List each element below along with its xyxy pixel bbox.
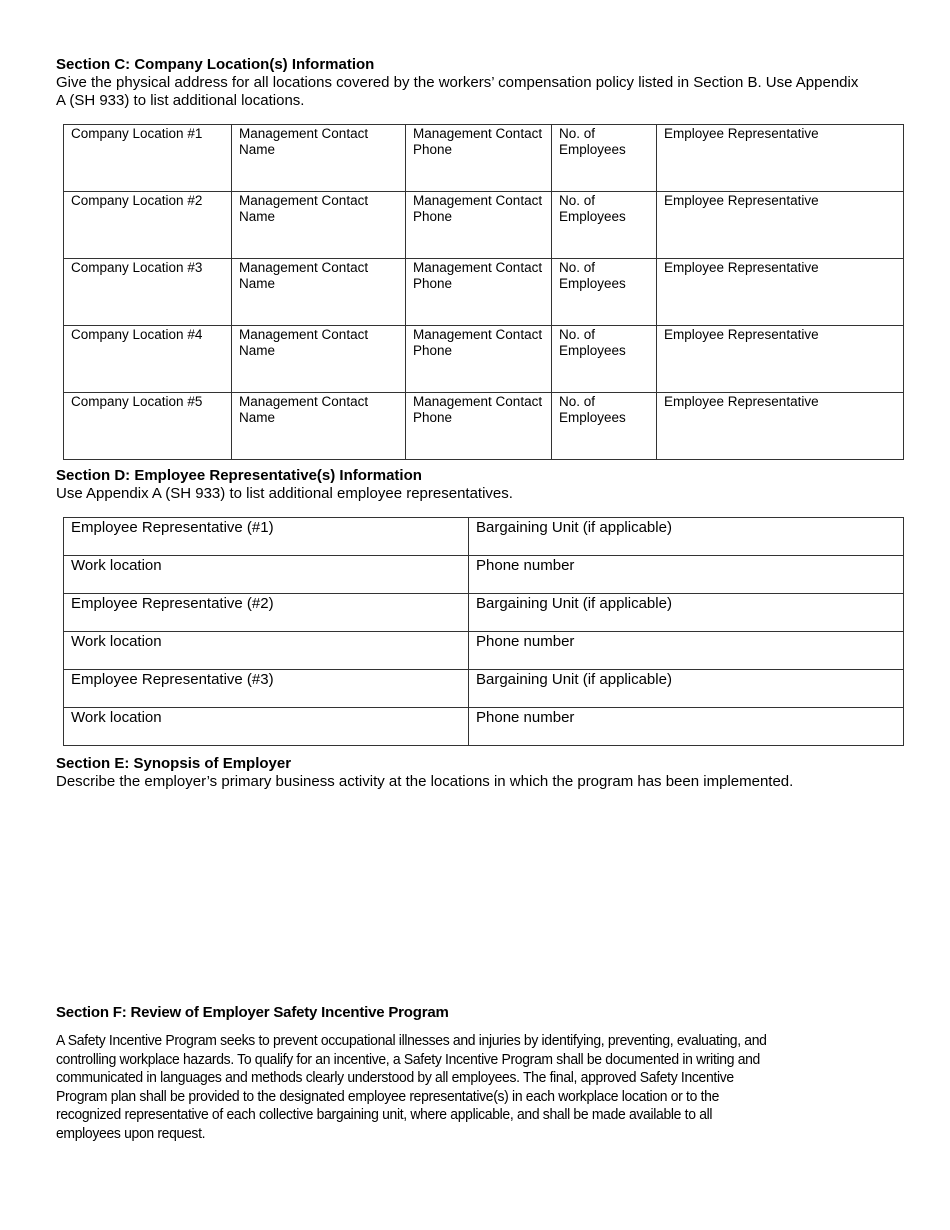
paragraph-line: Program plan shall be provided to the designated employee representative(s) in each workplace location or to the [56, 1087, 720, 1105]
form-field-cell[interactable] [657, 326, 904, 393]
form-field-cell[interactable] [232, 326, 406, 393]
form-field-cell[interactable] [552, 259, 657, 326]
section-f-heading: Section F: Review of Employer Safety Incentive Program [56, 1004, 449, 1021]
field-label: Employee Representative [664, 260, 819, 275]
field-label: Bargaining Unit (if applicable) [476, 519, 672, 536]
section-d-instructions: Use Appendix A (SH 933) to list additional employee representatives. [56, 485, 513, 502]
field-label: No. of Employees [559, 126, 626, 157]
form-field-cell[interactable] [469, 670, 904, 708]
field-label: Employee Representative (#1) [71, 519, 274, 536]
table-row [64, 594, 904, 632]
field-label: Management Contact Name [239, 193, 369, 224]
field-label: No. of Employees [559, 327, 626, 358]
section-e-instructions: Describe the employer’s primary business activity at the locations in which the program has been implemented. [56, 773, 794, 790]
field-label: Management Contact Phone [413, 126, 543, 157]
form-field-cell[interactable] [469, 708, 904, 746]
field-label: Phone number [476, 709, 575, 726]
form-field-cell[interactable] [406, 259, 552, 326]
table-row [64, 556, 904, 594]
field-label: Phone number [476, 557, 575, 574]
field-label: Company Location #1 [71, 126, 203, 141]
paragraph-line: communicated in languages and methods clearly understood by all employees. The final, approved Safety Incentive [56, 1069, 734, 1086]
table-row [64, 259, 904, 326]
field-label: Employee Representative [664, 126, 819, 141]
section-e-heading: Section E: Synopsis of Employer [56, 755, 292, 772]
form-field-cell[interactable] [232, 192, 406, 259]
field-label: Management Contact Name [239, 394, 369, 425]
field-label: Management Contact Phone [413, 260, 543, 291]
form-field-cell[interactable] [657, 393, 904, 460]
form-field-cell[interactable] [552, 192, 657, 259]
form-field-cell[interactable] [232, 393, 406, 460]
form-field-cell[interactable] [657, 259, 904, 326]
field-label: Management Contact Name [239, 126, 369, 157]
field-label: Bargaining Unit (if applicable) [476, 671, 672, 688]
paragraph-line: controlling workplace hazards. To qualify for an incentive, a Safety Incentive Program shall be documented in writing and [56, 1050, 760, 1068]
field-label: No. of Employees [559, 394, 626, 425]
section-c-instructions [56, 74, 906, 110]
table-row [64, 326, 904, 393]
form-field-cell[interactable] [232, 125, 406, 192]
field-label: Employee Representative [664, 193, 819, 208]
form-field-cell[interactable] [64, 518, 469, 556]
table-row [64, 670, 904, 708]
form-field-cell[interactable] [469, 594, 904, 632]
form-field-cell[interactable] [552, 393, 657, 460]
form-field-cell[interactable] [64, 125, 232, 192]
form-field-cell[interactable] [406, 393, 552, 460]
section-f-paragraph [56, 1032, 906, 1143]
form-field-cell[interactable] [406, 125, 552, 192]
form-field-cell[interactable] [64, 393, 232, 460]
paragraph-line: employees upon request. [56, 1124, 206, 1142]
field-label: Phone number [476, 633, 575, 650]
table-row [64, 632, 904, 670]
field-label: Company Location #2 [71, 193, 203, 208]
form-field-cell[interactable] [552, 125, 657, 192]
form-field-cell[interactable] [552, 326, 657, 393]
form-field-cell[interactable] [406, 326, 552, 393]
section-d-heading: Section D: Employee Representative(s) Information [56, 467, 422, 484]
form-field-cell[interactable] [64, 708, 469, 746]
employee-representatives-table [63, 517, 904, 746]
form-field-cell[interactable] [232, 259, 406, 326]
field-label: Work location [71, 633, 162, 650]
field-label: Work location [71, 557, 162, 574]
field-label: Employee Representative [664, 394, 819, 409]
form-field-cell[interactable] [64, 670, 469, 708]
field-label: No. of Employees [559, 193, 626, 224]
form-field-cell[interactable] [657, 192, 904, 259]
form-field-cell[interactable] [64, 259, 232, 326]
form-field-cell[interactable] [64, 632, 469, 670]
form-field-cell[interactable] [64, 594, 469, 632]
paragraph-line: A Safety Incentive Program seeks to prevent occupational illnesses and injuries by identifying, preventing, evaluating, and [56, 1032, 767, 1049]
field-label: Bargaining Unit (if applicable) [476, 595, 672, 612]
section-c-heading: Section C: Company Location(s) Information [56, 56, 375, 73]
field-label: Management Contact Name [239, 327, 369, 358]
form-field-cell[interactable] [64, 192, 232, 259]
field-label: Company Location #4 [71, 327, 203, 342]
form-field-cell[interactable] [657, 125, 904, 192]
field-label: Company Location #5 [71, 394, 203, 409]
field-label: Work location [71, 709, 162, 726]
field-label: Management Contact Phone [413, 327, 543, 358]
form-field-cell[interactable] [406, 192, 552, 259]
form-field-cell[interactable] [469, 632, 904, 670]
field-label: Employee Representative (#3) [71, 671, 274, 688]
instruction-line: Give the physical address for all locations covered by the workers’ compensation policy listed in Section B. Use Appendix [56, 74, 859, 91]
company-locations-table [63, 124, 904, 460]
field-label: Management Contact Phone [413, 394, 543, 425]
table-row [64, 518, 904, 556]
field-label: Employee Representative [664, 327, 819, 342]
table-row [64, 708, 904, 746]
field-label: Company Location #3 [71, 260, 203, 275]
field-label: Employee Representative (#2) [71, 595, 274, 612]
table-row [64, 125, 904, 192]
field-label: Management Contact Name [239, 260, 369, 291]
form-field-cell[interactable] [469, 556, 904, 594]
form-field-cell[interactable] [469, 518, 904, 556]
form-field-cell[interactable] [64, 556, 469, 594]
field-label: Management Contact Phone [413, 193, 543, 224]
paragraph-line: recognized representative of each collective bargaining unit, where applicable, and shall be made available to all [56, 1106, 713, 1123]
table-row [64, 393, 904, 460]
field-label: No. of Employees [559, 260, 626, 291]
instruction-line: A (SH 933) to list additional locations. [56, 92, 305, 109]
form-field-cell[interactable] [64, 326, 232, 393]
table-row [64, 192, 904, 259]
